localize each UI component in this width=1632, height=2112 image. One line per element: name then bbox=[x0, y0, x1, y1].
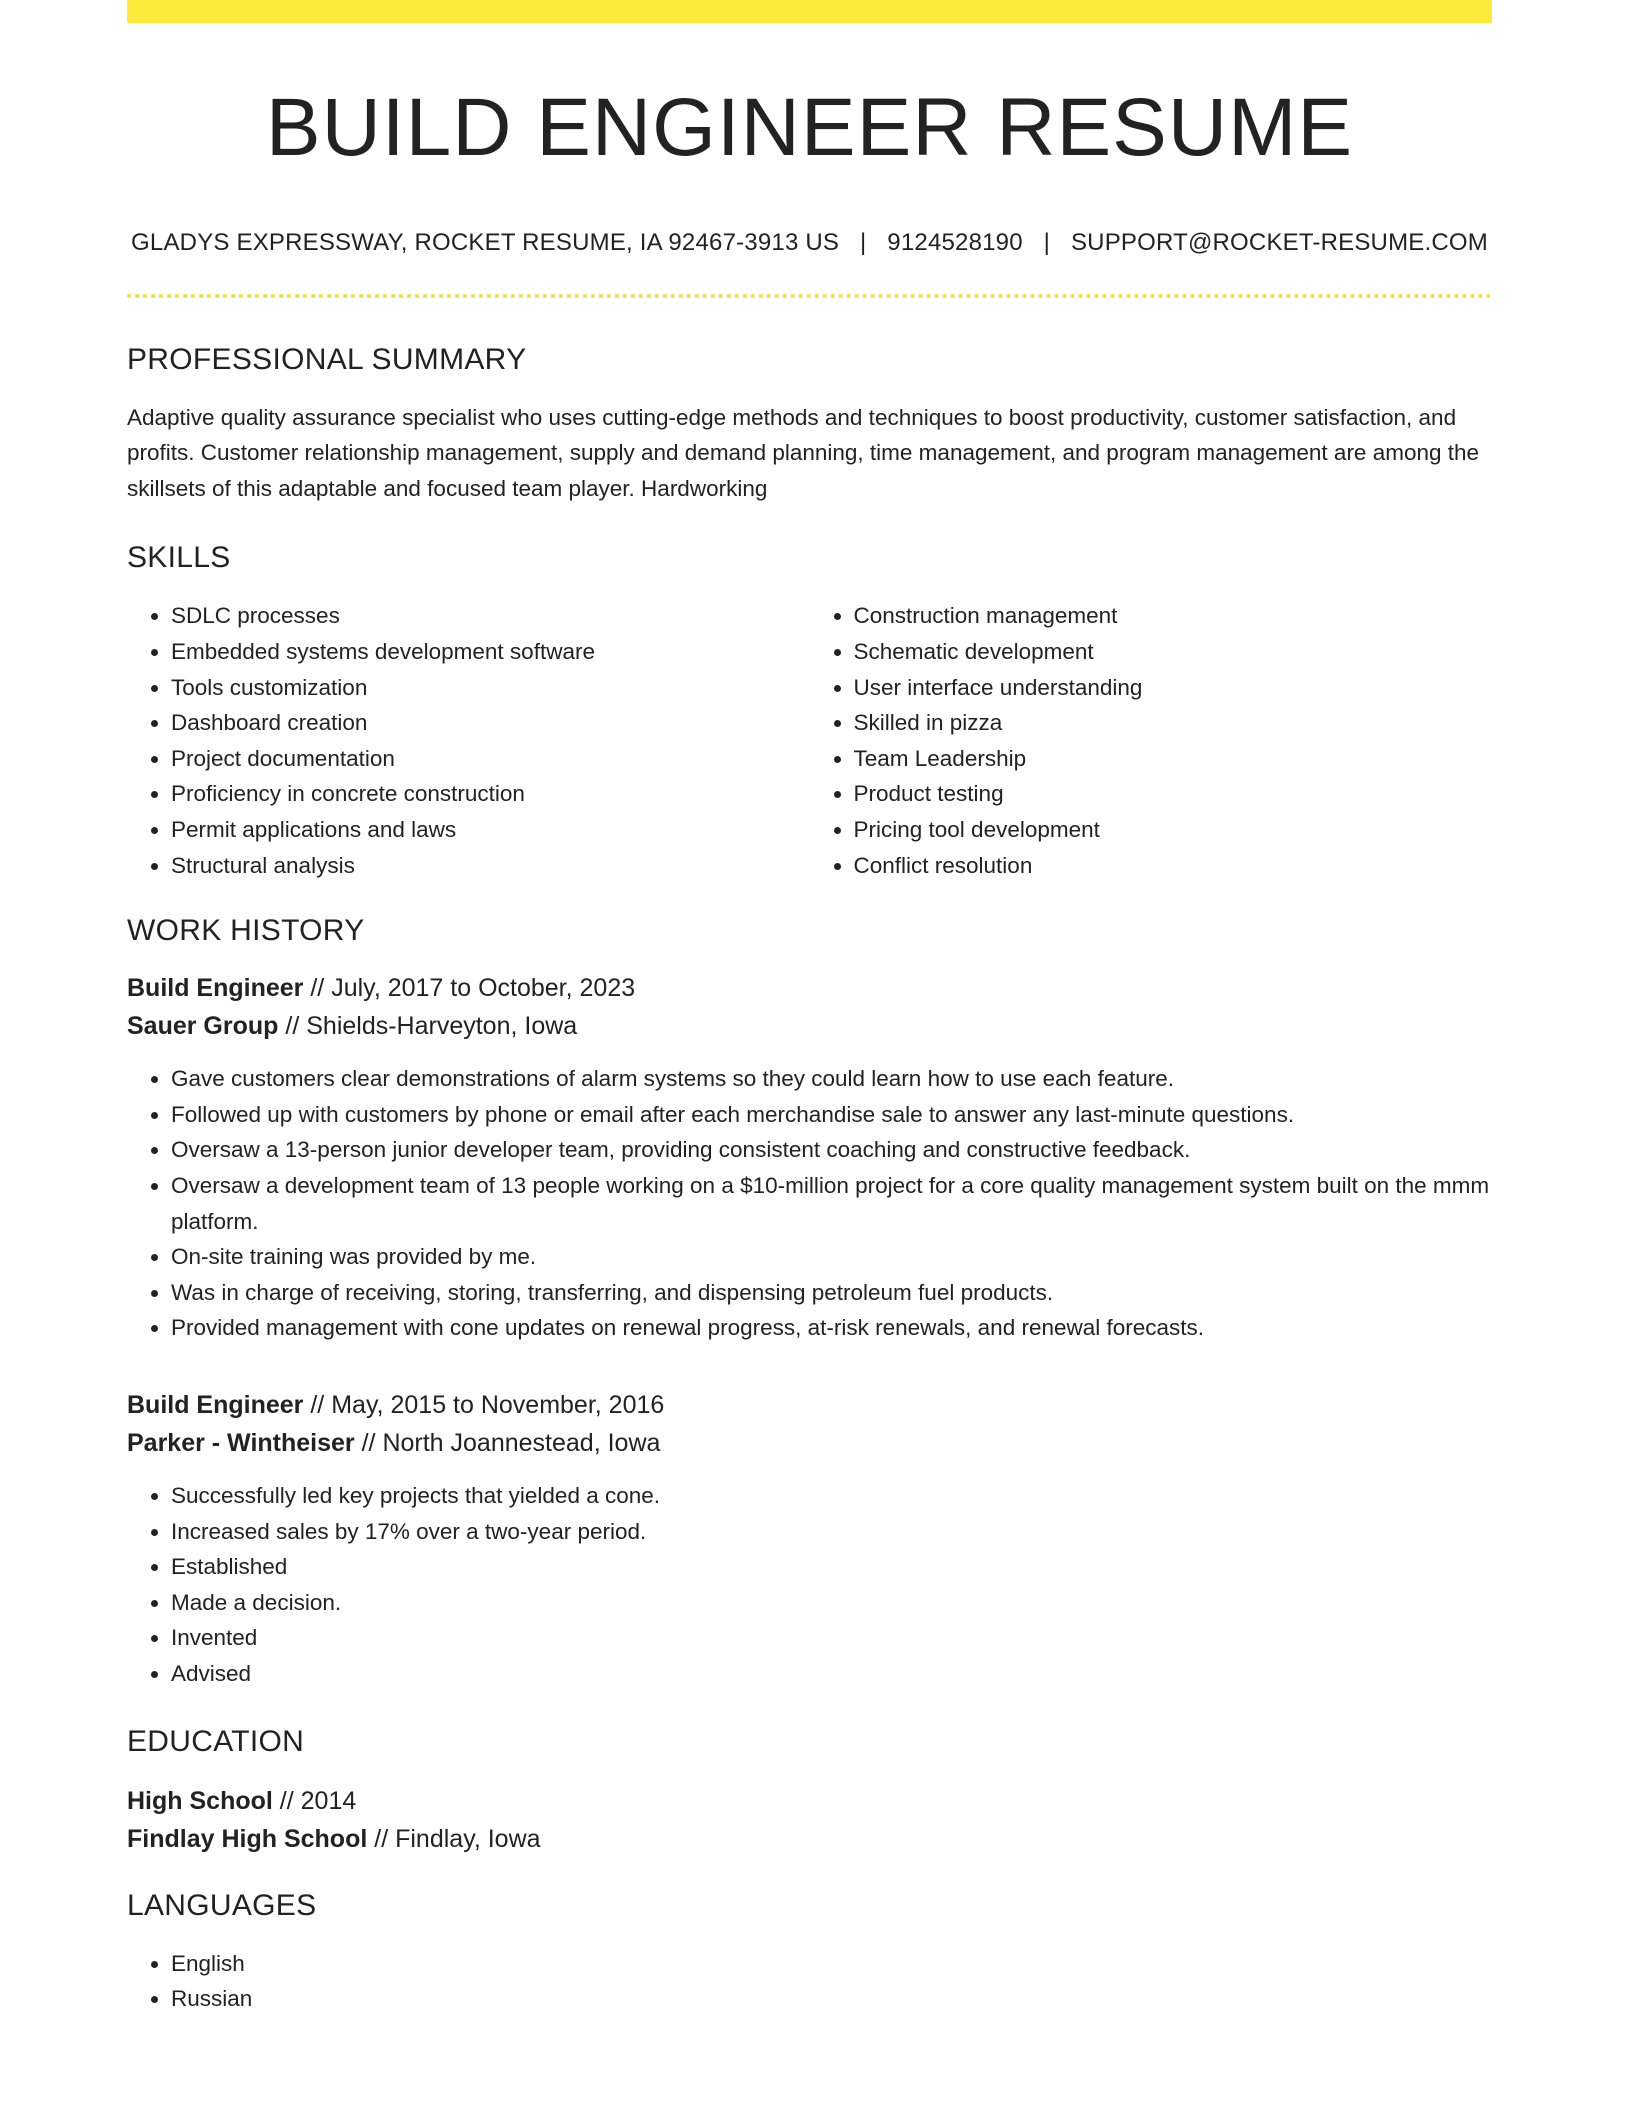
list-item: • Was in charge of receiving, storing, transferring, and dispensing petroleum fuel products. bbox=[171, 1275, 1492, 1311]
list-item: • Established bbox=[171, 1549, 1492, 1585]
list-item: • Pricing tool development bbox=[854, 812, 1493, 848]
job-bullet-list bbox=[127, 1478, 1492, 1692]
list-item: • Conflict resolution bbox=[854, 848, 1493, 884]
education-location: Findlay, Iowa bbox=[395, 1824, 541, 1853]
resume-title: BUILD ENGINEER RESUME bbox=[265, 82, 1354, 173]
list-item: • Skilled in pizza bbox=[854, 705, 1493, 741]
list-item: • On-site training was provided by me. bbox=[171, 1239, 1492, 1275]
languages-list bbox=[127, 1946, 1492, 2017]
summary-text: Adaptive quality assurance specialist who uses cutting-edge methods and techniques to boost productivity, customer satisfaction, and profits. Customer relationship management, supply and demand planning, time management, and program management are among the skillsets of this adaptable and focused team player. Hardworking bbox=[127, 404, 1480, 501]
list-item: • Construction management bbox=[854, 598, 1493, 634]
work-history-heading: WORK HISTORY bbox=[127, 914, 365, 948]
job-company: Parker - Wintheiser bbox=[127, 1428, 355, 1457]
delimiter: // bbox=[310, 974, 325, 1003]
job-title: Build Engineer bbox=[127, 974, 304, 1003]
header-divider bbox=[127, 294, 1492, 298]
skills-heading: SKILLS bbox=[127, 541, 231, 575]
delimiter: // bbox=[279, 1786, 294, 1815]
list-item: • Product testing bbox=[854, 776, 1493, 812]
education-heading: EDUCATION bbox=[127, 1724, 305, 1758]
education-entry bbox=[127, 1782, 1492, 1858]
top-accent-bar bbox=[127, 0, 1492, 23]
delimiter: // bbox=[285, 1012, 300, 1041]
list-item: • Team Leadership bbox=[854, 741, 1493, 777]
list-item: • Russian bbox=[171, 1981, 1492, 2017]
list-item: • Structural analysis bbox=[171, 848, 810, 884]
delimiter: // bbox=[310, 1390, 325, 1419]
contact-line bbox=[127, 229, 1492, 258]
job-entry bbox=[127, 969, 1492, 1346]
summary-heading: PROFESSIONAL SUMMARY bbox=[127, 342, 527, 376]
resume-page bbox=[127, 0, 1492, 2017]
job-bullet-list bbox=[127, 1061, 1492, 1346]
delimiter: // bbox=[361, 1428, 376, 1457]
education-school: Findlay High School bbox=[127, 1824, 368, 1853]
education-degree-line bbox=[127, 1782, 1492, 1820]
list-item: • Tools customization bbox=[171, 670, 810, 706]
job-company-line bbox=[127, 1007, 1492, 1045]
delimiter: // bbox=[374, 1824, 389, 1853]
job-title-line bbox=[127, 969, 1492, 1007]
list-item: • Advised bbox=[171, 1656, 1492, 1692]
list-item: • Permit applications and laws bbox=[171, 812, 810, 848]
list-item: • Invented bbox=[171, 1620, 1492, 1656]
job-title: Build Engineer bbox=[127, 1390, 304, 1419]
work-history-list bbox=[127, 969, 1492, 1691]
job-dates: July, 2017 to October, 2023 bbox=[331, 974, 636, 1003]
job-company: Sauer Group bbox=[127, 1012, 279, 1041]
list-item: • Increased sales by 17% over a two-year period. bbox=[171, 1514, 1492, 1550]
contact-separator: | bbox=[1043, 229, 1051, 257]
list-item: • User interface understanding bbox=[854, 670, 1493, 706]
list-item: • SDLC processes bbox=[171, 598, 810, 634]
job-entry bbox=[127, 1386, 1492, 1692]
education-year: 2014 bbox=[300, 1786, 357, 1815]
list-item: • Embedded systems development software bbox=[171, 634, 810, 670]
list-item: • Provided management with cone updates on renewal progress, at-risk renewals, and renewal forecasts. bbox=[171, 1310, 1492, 1346]
job-dates: May, 2015 to November, 2016 bbox=[331, 1390, 665, 1419]
education-school-line bbox=[127, 1820, 1492, 1858]
list-item: • Dashboard creation bbox=[171, 705, 810, 741]
skills-list-left bbox=[127, 598, 810, 883]
list-item: • English bbox=[171, 1946, 1492, 1982]
list-item: • Project documentation bbox=[171, 741, 810, 777]
list-item: • Oversaw a 13-person junior developer team, providing consistent coaching and constructive feedback. bbox=[171, 1132, 1492, 1168]
job-location: North Joannestead, Iowa bbox=[382, 1428, 661, 1457]
contact-separator: | bbox=[859, 229, 867, 257]
list-item: • Oversaw a development team of 13 people working on a $10-million project for a core quality management system built on the mmm platform. bbox=[171, 1168, 1492, 1239]
list-item: • Schematic development bbox=[854, 634, 1493, 670]
list-item: • Proficiency in concrete construction bbox=[171, 776, 810, 812]
contact-email: SUPPORT@ROCKET-RESUME.COM bbox=[1070, 229, 1488, 257]
list-item: • Made a decision. bbox=[171, 1585, 1492, 1621]
list-item: • Gave customers clear demonstrations of alarm systems so they could learn how to use each feature. bbox=[171, 1061, 1492, 1097]
list-item: • Followed up with customers by phone or email after each merchandise sale to answer any last-minute questions. bbox=[171, 1097, 1492, 1133]
education-degree: High School bbox=[127, 1786, 273, 1815]
contact-phone: 9124528190 bbox=[887, 229, 1023, 257]
job-title-line bbox=[127, 1386, 1492, 1424]
languages-heading: LANGUAGES bbox=[127, 1888, 317, 1922]
job-company-line bbox=[127, 1424, 1492, 1462]
contact-address: GLADYS EXPRESSWAY, ROCKET RESUME, IA 92467-3913 US bbox=[131, 229, 840, 257]
skills-columns bbox=[127, 598, 1492, 883]
skills-list-right bbox=[810, 598, 1493, 883]
list-item: • Successfully led key projects that yielded a cone. bbox=[171, 1478, 1492, 1514]
job-location: Shields-Harveyton, Iowa bbox=[306, 1012, 578, 1041]
